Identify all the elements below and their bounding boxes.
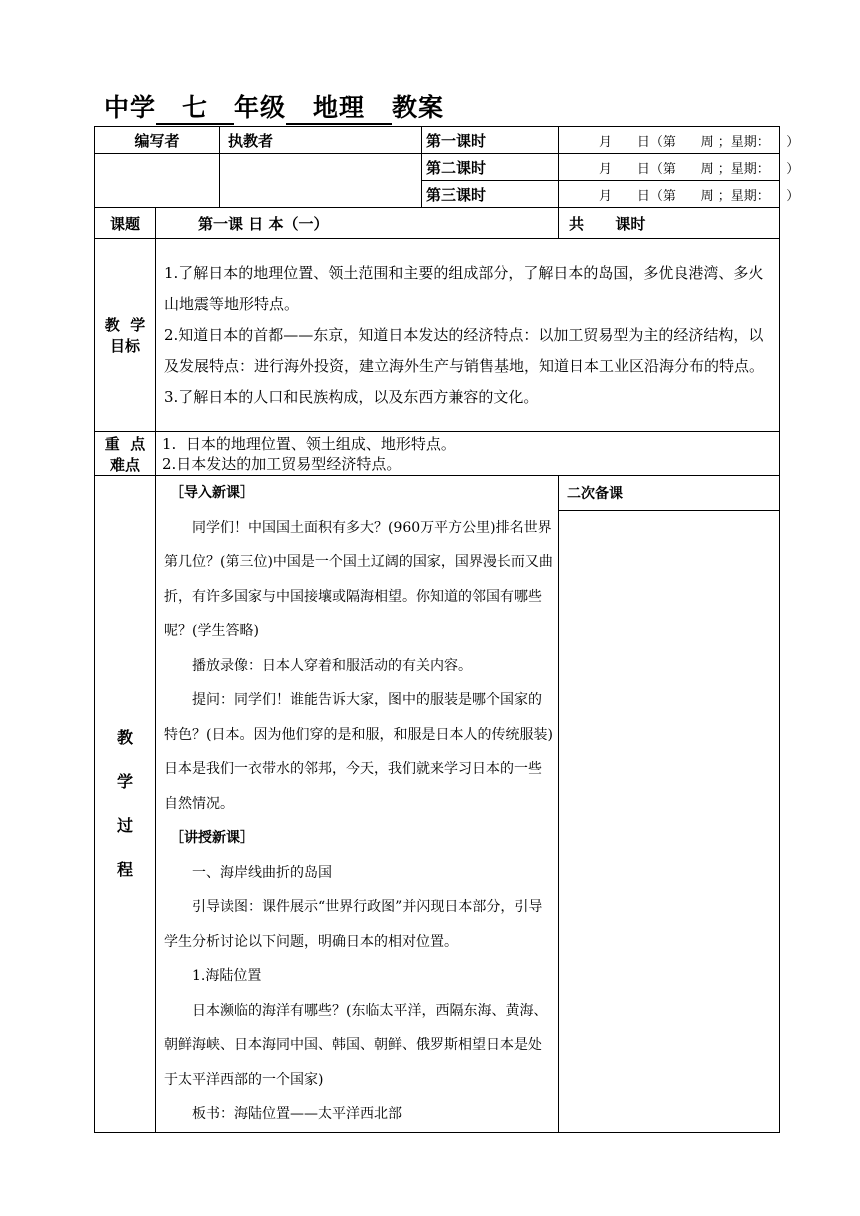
key-label-line2: 难点 <box>109 455 140 474</box>
topic-value: 第一课 日 本（一） <box>156 208 559 239</box>
process-paragraph: 提问：同学们！谁能告诉大家，图中的服装是哪个国家的特色？(日本。因为他们穿的是和服，和服是日本人的传统服装)日本是我们一衣带水的邻邦，今天，我们就来学习日本的一些自然情况。 <box>164 692 553 812</box>
teacher-value <box>220 154 422 208</box>
period-2-date: 月 日（第 周 ；星期： ） <box>559 154 780 181</box>
second-prep-column <box>559 476 780 1133</box>
title-suffix: 教案 <box>392 93 445 122</box>
process-paragraph: 一、海岸线曲折的岛国 <box>192 864 332 881</box>
process-paragraph: 日本濒临的海洋有哪些？(东临太平洋，西隔东海、黄海、朝鲜海峡、日本海同中国、韩国、朝鲜、俄罗斯相望日本是处于太平洋西部的一个国家) <box>164 1002 548 1088</box>
second-prep-area[interactable] <box>559 511 779 1111</box>
writer-label: 编写者 <box>95 127 220 154</box>
process-label-char: 学 <box>116 771 133 791</box>
page-title <box>104 88 444 125</box>
second-prep-heading: 二次备课 <box>559 476 779 511</box>
process-label <box>95 476 156 1133</box>
section-heading: ［讲授新课］ <box>170 830 254 846</box>
period-1-date: 月 日（第 周 ；星期： ） <box>559 127 780 154</box>
title-prefix: 中学 <box>104 93 157 122</box>
key-points-content <box>156 432 780 476</box>
title-grade: 七 <box>156 93 234 125</box>
period-3-label: 第三课时 <box>422 181 559 208</box>
process-paragraph: 引导读图：课件展示“世界行政图”并闪现日本部分，引导学生分析讨论以下问题，明确日本的相对位置。 <box>164 899 543 950</box>
period-1-label: 第一课时 <box>422 127 559 154</box>
title-subject: 地理 <box>286 93 392 125</box>
process-paragraph: 播放录像：日本人穿着和服活动的有关内容。 <box>192 657 472 674</box>
process-paragraph: 板书：海陆位置——太平洋西北部 <box>192 1106 402 1122</box>
process-paragraph: 1.海陆位置 <box>192 968 262 984</box>
goals-label-line2: 目标 <box>109 337 140 355</box>
period-2-label: 第二课时 <box>422 154 559 181</box>
writer-value <box>95 154 220 208</box>
goal-item: 2.知道日本的首都——东京，知道日本发达的经济特点：以加工贸易型为主的经济结构，以及发展特点：进行海外投资，建立海外生产与销售基地，知道日本工业区沿海分布的特点。 <box>164 325 765 375</box>
key-point-item: 1. 日本的地理位置、领土组成、地形特点。 <box>162 434 456 453</box>
key-points-label <box>95 432 156 476</box>
key-point-item: 2.日本发达的加工贸易型经济特点。 <box>162 454 402 473</box>
process-label-char: 教 <box>116 727 133 747</box>
teacher-label: 执教者 <box>220 127 422 154</box>
goal-item: 1.了解日本的地理位置、领土范围和主要的组成部分，了解日本的岛国，多优良港湾、多火山地震等地形特点。 <box>164 263 764 313</box>
key-label-line1: 重 点 <box>104 434 146 453</box>
lesson-plan-table <box>94 126 800 1133</box>
goals-label <box>95 239 156 432</box>
process-label-char: 程 <box>116 859 133 879</box>
process-label-char: 过 <box>116 815 133 835</box>
period-3-date: 月 日（第 周 ；星期： ） <box>559 181 780 208</box>
process-content <box>156 476 559 1133</box>
section-heading: ［导入新课］ <box>170 485 254 501</box>
topic-label: 课题 <box>95 208 156 239</box>
process-paragraph: 同学们！中国国土面积有多大？(960万平方公里)排名世界第几位？(第三位)中国是一个国土辽阔的国家，国界漫长而又曲折，有许多国家与中国接壤或隔海相望。你知道的邻国有哪些呢？(学生答略) <box>164 519 553 639</box>
goals-content <box>156 239 780 432</box>
title-grade-suffix: 年级 <box>234 93 287 122</box>
goal-item: 3.了解日本的人口和民族构成，以及东西方兼容的文化。 <box>164 387 539 406</box>
total-periods: 共 课时 <box>559 208 780 239</box>
goals-label-line1: 教 学 <box>104 316 146 334</box>
